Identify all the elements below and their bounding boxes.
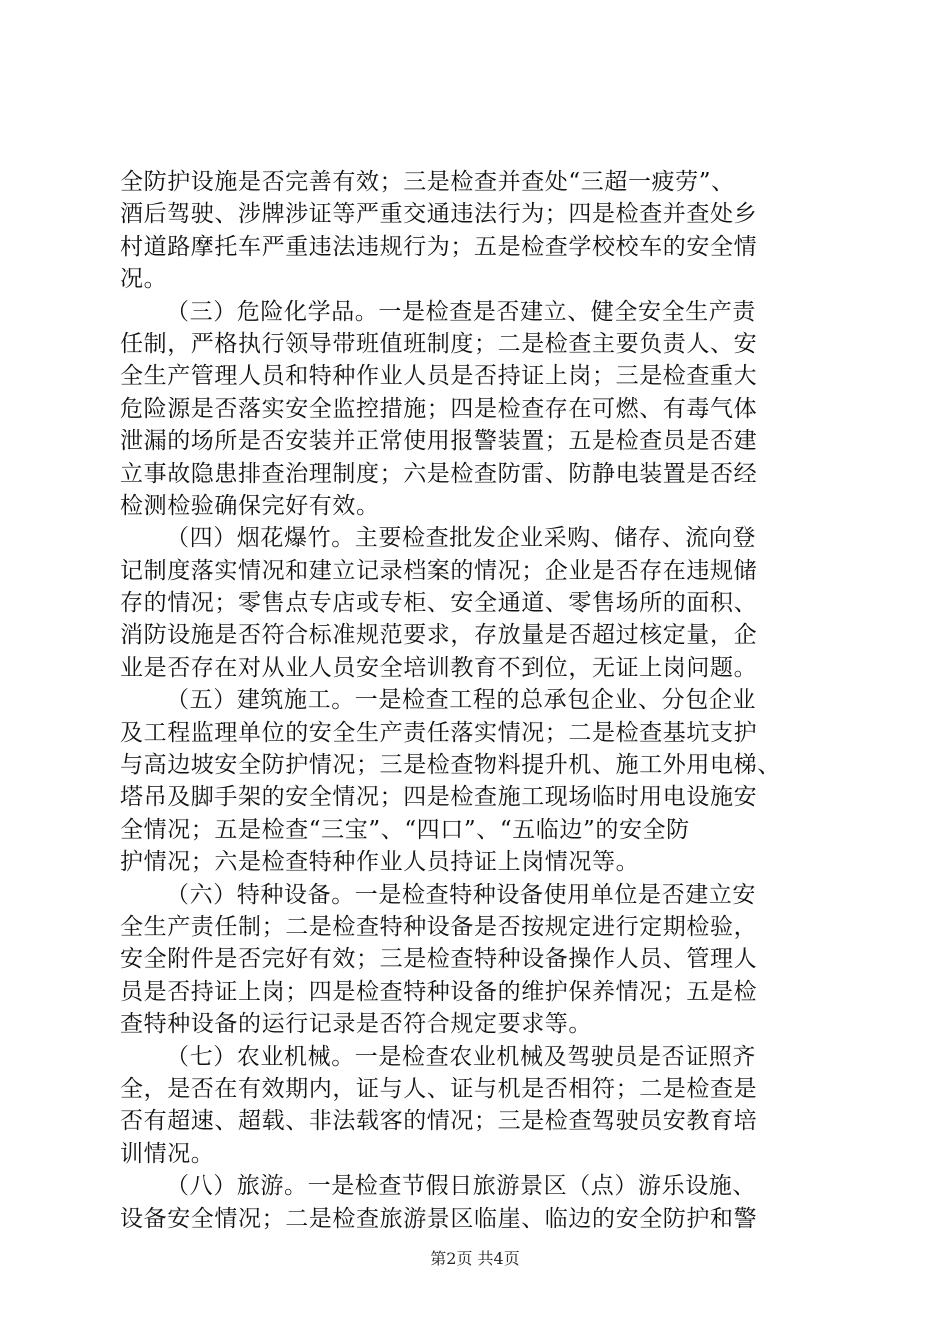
text-line: 训情况。: [120, 1140, 215, 1167]
text-line: 消防设施是否符合标准规范要求，存放量是否超过核定量，企: [120, 622, 758, 649]
text-line: 酒后驾驶、涉牌涉证等严重交通违法行为；四是检查并查处乡: [120, 201, 758, 228]
text-line: 与高边坡安全防护情况；三是检查物料提升机、施工外用电梯、: [120, 752, 781, 779]
section-heading-line: （五）建筑施工。一是检查工程的总承包企业、分包企业: [166, 687, 756, 714]
text-line: 查特种设备的运行记录是否符合规定要求等。: [120, 1011, 592, 1038]
text-line: 业是否存在对从业人员安全培训教育不到位，无证上岗问题。: [120, 654, 758, 681]
section-heading-line: （七）农业机械。一是检查农业机械及驾驶员是否证照齐: [166, 1043, 756, 1070]
text-line: 全，是否在有效期内，证与人、证与机是否相符；二是检查是: [120, 1075, 758, 1102]
page-number-footer: 第2页 共4页: [430, 1249, 520, 1268]
section-heading-line: （八）旅游。一是检查节假日旅游景区（点）游乐设施、: [166, 1173, 756, 1200]
text-line: 全情况；五是检查“三宝”、“四口”、“五临边”的安全防: [120, 816, 690, 843]
text-line: 存的情况；零售点专店或专柜、安全通道、零售场所的面积、: [120, 590, 758, 617]
text-line: 况。: [120, 266, 168, 293]
text-line: 全防护设施是否完善有效；三是检查并查处“三超一疲劳”、: [120, 169, 735, 195]
text-line: 设备安全情况；二是检查旅游景区临崖、临边的安全防护和警: [120, 1205, 758, 1232]
text-line: 立事故隐患排查治理制度；六是检查防雷、防静电装置是否经: [120, 460, 758, 487]
text-line: 安全附件是否完好有效；三是检查特种设备操作人员、管理人: [120, 946, 758, 973]
text-line: 全生产管理人员和特种作业人员是否持证上岗；三是检查重大: [120, 363, 758, 390]
text-line: 塔吊及脚手架的安全情况；四是检查施工现场临时用电设施安: [120, 784, 758, 811]
text-line: 全生产责任制；二是检查特种设备是否按规定进行定期检验，: [120, 913, 758, 940]
text-line: 及工程监理单位的安全生产责任落实情况；二是检查基坑支护: [120, 719, 758, 746]
text-line: 否有超速、超载、非法载客的情况；三是检查驾驶员安教育培: [120, 1108, 758, 1135]
text-line: 危险源是否落实安全监控措施；四是检查存在可燃、有毒气体: [120, 395, 758, 422]
text-line: 泄漏的场所是否安装并正常使用报警装置；五是检查员是否建: [120, 428, 758, 455]
section-heading-line: （四）烟花爆竹。主要检查批发企业采购、储存、流向登: [166, 525, 756, 552]
text-line: 检测检验确保完好有效。: [120, 492, 380, 519]
text-line: 记制度落实情况和建立记录档案的情况；企业是否存在违规储: [120, 557, 758, 584]
text-line: 村道路摩托车严重违法违规行为；五是检查学校校车的安全情: [120, 233, 758, 260]
text-line: 护情况；六是检查特种作业人员持证上岗情况等。: [120, 849, 640, 876]
text-line: 任制，严格执行领导带班值班制度；二是检查主要负责人、安: [120, 330, 758, 357]
text-line: 员是否持证上岗；四是检查特种设备的维护保养情况；五是检: [120, 978, 758, 1005]
document-body: [120, 166, 832, 1235]
section-heading-line: （三）危险化学品。一是检查是否建立、健全安全生产责: [166, 298, 756, 325]
section-heading-line: （六）特种设备。一是检查特种设备使用单位是否建立安: [166, 881, 756, 908]
